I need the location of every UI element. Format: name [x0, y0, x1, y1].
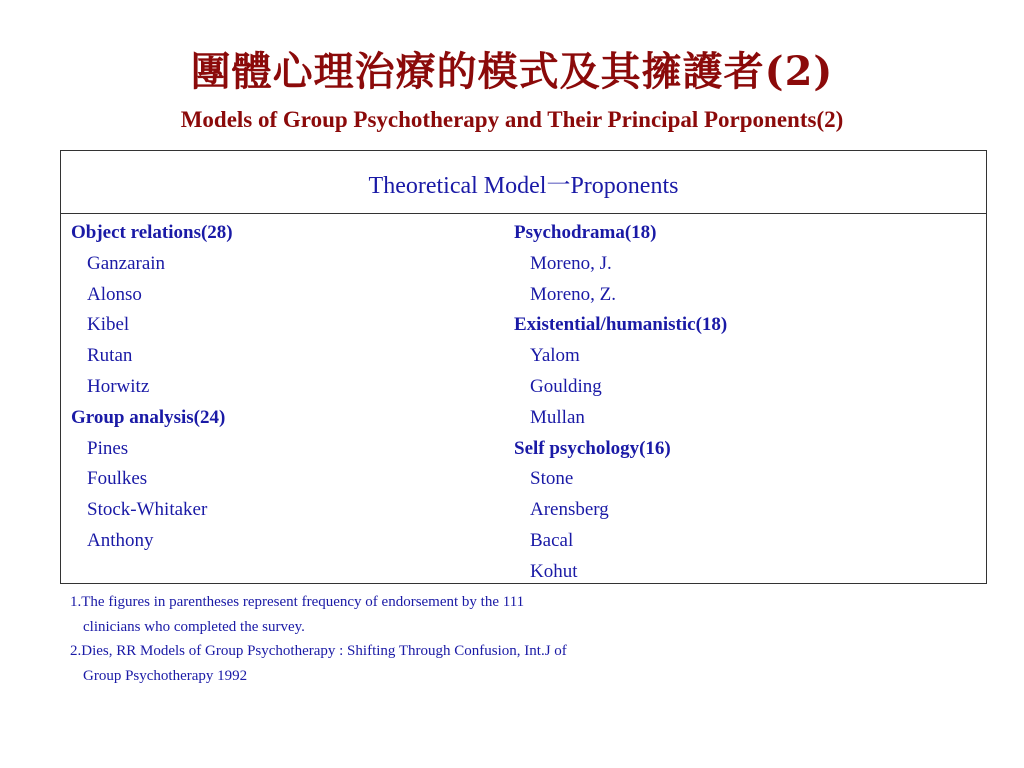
- proponent-name: Stone: [530, 468, 574, 490]
- left-column: [71, 218, 233, 557]
- proponent-name: Goulding: [530, 375, 602, 397]
- footnote-line: 2.Dies, RR Models of Group Psychotherapy : Shifting Through Confusion, Int.J of: [70, 643, 567, 659]
- model-category: Existential/humanistic(18): [514, 314, 728, 336]
- model-category: Psychodrama(18): [514, 222, 657, 243]
- table-header: Theoretical Model一Proponents: [61, 151, 986, 214]
- proponent-name: Yalom: [530, 345, 580, 367]
- proponent-name: Kohut: [530, 560, 578, 582]
- proponent-name: Foulkes: [87, 468, 148, 490]
- slide-title-english: Models of Group Psychotherapy and Their Principal Porponents(2): [180, 107, 844, 132]
- proponent-name: Moreno, J.: [530, 252, 612, 274]
- proponent-name: Alonso: [87, 283, 142, 305]
- proponent-name: Mullan: [530, 406, 585, 428]
- models-table: [60, 150, 987, 584]
- proponent-name: Ganzarain: [87, 252, 166, 274]
- proponent-name: Arensberg: [530, 499, 609, 521]
- proponent-name: Pines: [87, 437, 129, 459]
- proponent-name: Kibel: [87, 314, 130, 336]
- model-category: Object relations(28): [71, 222, 233, 243]
- proponent-name: Horwitz: [87, 375, 150, 397]
- proponent-name: Anthony: [87, 529, 154, 551]
- footnote-line: Group Psychotherapy 1992: [83, 667, 248, 684]
- proponent-name: Bacal: [530, 529, 574, 551]
- model-category: Group analysis(24): [71, 406, 226, 428]
- proponent-name: Rutan: [87, 345, 133, 367]
- slide-title-chinese: 團體心理治療的模式及其擁護者(2): [190, 48, 834, 95]
- footnotes: [70, 590, 567, 688]
- footnote-line: 1.The figures in parentheses represent frequency of endorsement by the 111: [70, 594, 525, 610]
- proponent-name: Moreno, Z.: [530, 283, 617, 305]
- footnote-line: clinicians who completed the survey.: [83, 618, 305, 635]
- model-category: Self psychology(16): [514, 437, 671, 459]
- proponent-name: Stock-Whitaker: [87, 499, 208, 521]
- right-column: [514, 218, 727, 588]
